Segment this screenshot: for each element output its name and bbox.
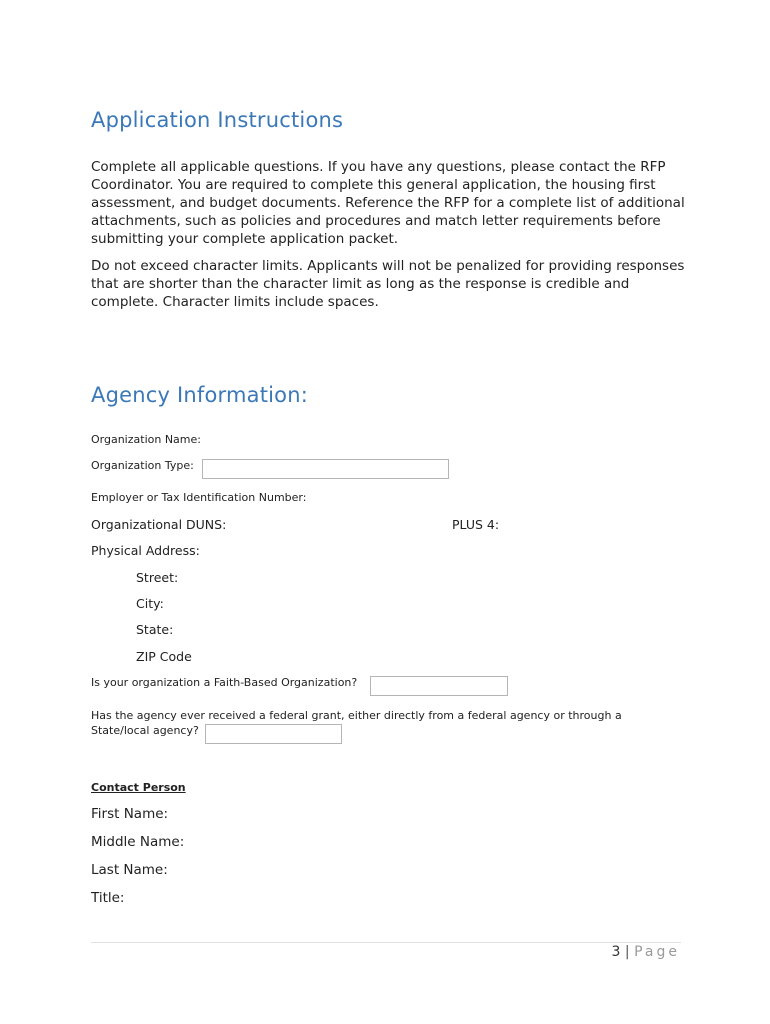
label-first-name: First Name: xyxy=(91,806,169,822)
label-organization-type: Organization Type: xyxy=(91,459,194,472)
label-zip-code: ZIP Code xyxy=(136,649,192,664)
page-label: Page xyxy=(634,944,680,960)
label-faith-based: Is your organization a Faith-Based Organization? xyxy=(91,676,358,689)
label-physical-address: Physical Address: xyxy=(91,543,200,558)
instructions-paragraph-2: Do not exceed character limits. Applicants will not be penalized for providing responses that are shorter than the character limit as long as the response is credible and complete. Character limits include spaces. xyxy=(91,258,685,310)
label-state: State: xyxy=(136,622,174,637)
page-footer xyxy=(612,944,680,960)
label-title: Title: xyxy=(91,890,125,906)
heading-application-instructions: Application Instructions xyxy=(91,108,344,132)
label-organization-name: Organization Name: xyxy=(91,433,201,446)
page-separator: | xyxy=(624,944,630,960)
label-employer-tax-id: Employer or Tax Identification Number: xyxy=(91,491,307,504)
contact-person-heading: Contact Person xyxy=(91,781,186,794)
label-street: Street: xyxy=(136,570,179,585)
faith-based-field[interactable] xyxy=(370,676,508,696)
heading-agency-information: Agency Information: xyxy=(91,383,309,407)
federal-grant-field[interactable] xyxy=(205,724,342,744)
label-city: City: xyxy=(136,596,164,611)
page-number: 3 xyxy=(611,944,621,960)
organization-type-field[interactable] xyxy=(202,459,449,479)
footer-divider xyxy=(91,942,681,943)
label-federal-grant-line2: State/local agency? xyxy=(91,724,199,737)
instructions-paragraph-1: Complete all applicable questions. If you have any questions, please contact the RFP Coordinator. You are required to complete this general application, the housing first assessment, and budget documents. Reference the RFP for a complete list of additional attachments, such as policies and procedures and match letter requirements before submitting your complete application packet. xyxy=(91,159,685,247)
label-federal-grant-line1: Has the agency ever received a federal grant, either directly from a federal agency or through a xyxy=(91,709,622,722)
label-last-name: Last Name: xyxy=(91,862,168,878)
label-organizational-duns: Organizational DUNS: xyxy=(91,517,227,532)
label-plus-4: PLUS 4: xyxy=(452,517,500,532)
label-middle-name: Middle Name: xyxy=(91,834,185,850)
